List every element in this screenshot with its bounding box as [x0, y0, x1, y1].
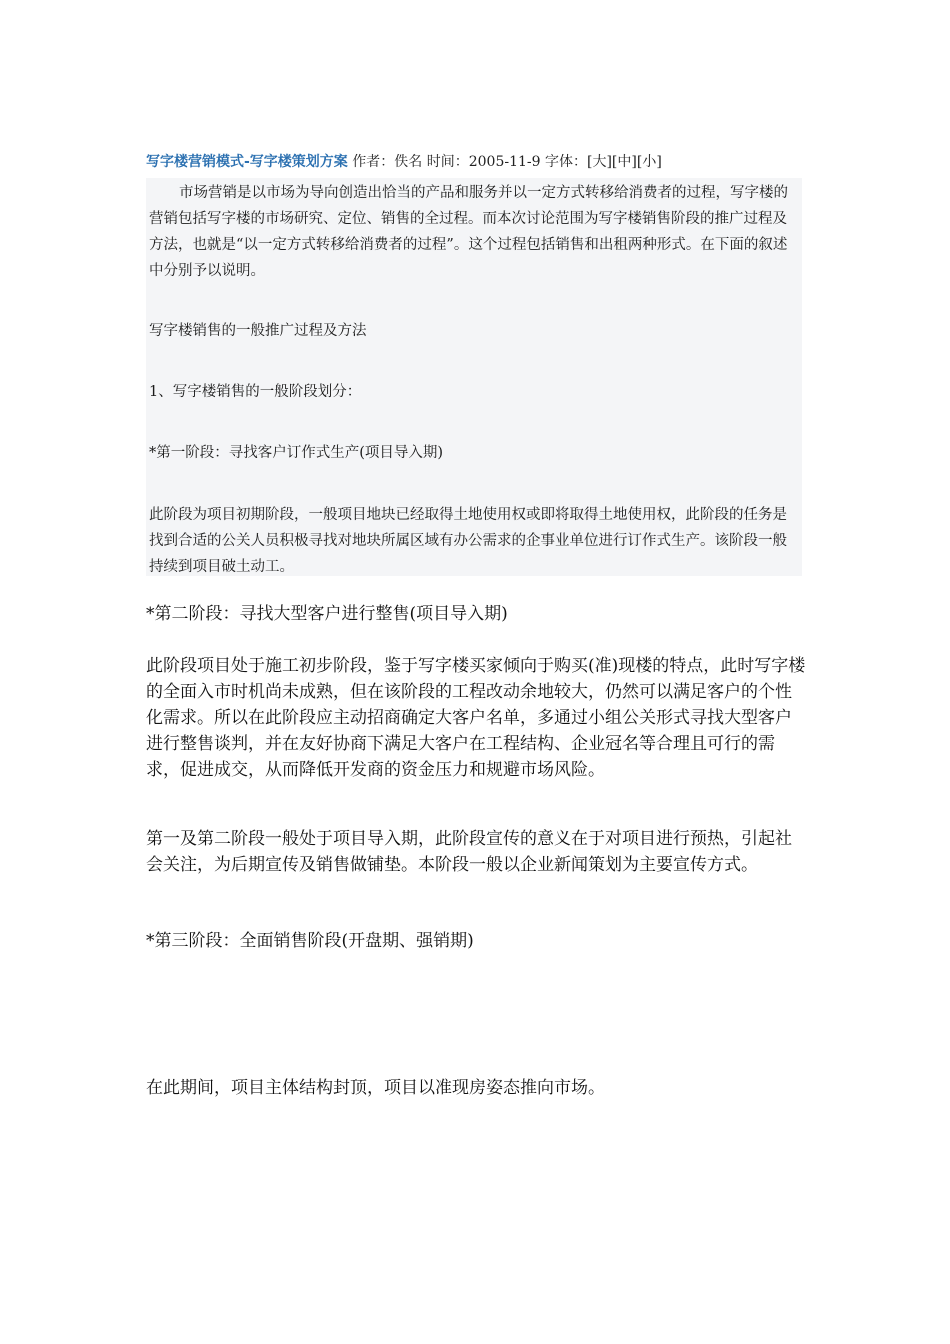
intro-paragraph: 市场营销是以市场为导向创造出恰当的产品和服务并以一定方式转移给消费者的过程，写字楼的营销包括写字楼的市场研究、定位、销售的全过程。而本次讨论范围为写字楼销售阶段的推广过程及方法，也就是“以一定方式转移给消费者的过程”。这个过程包括销售和出租两种形式。在下面的叙述中分别予以说明。 — [149, 185, 788, 279]
font-size-small-link[interactable]: [小] — [636, 154, 662, 170]
stage-division-subheading: 1、写字楼销售的一般阶段划分： — [149, 384, 362, 400]
stage1-paragraph: 此阶段为项目初期阶段，一般项目地块已经取得土地使用权或即将取得土地使用权，此阶段的任务是找到合适的公关人员积极寻找对地块所属区域有办公需求的企事业单位进行订作式生产。该阶段一般持续到项目破土动工。 — [149, 507, 787, 575]
stage12-summary-paragraph: 第一及第二阶段一般处于项目导入期，此阶段宣传的意义在于对项目进行预热，引起社会关注，为后期宣传及销售做铺垫。本阶段一般以企业新闻策划为主要宣传方式。 — [146, 829, 792, 875]
author-label: 作者： — [352, 154, 395, 170]
section-heading: 写字楼销售的一般推广过程及方法 — [149, 323, 367, 339]
stage3-paragraph: 在此期间，项目主体结构封顶，项目以准现房姿态推向市场。 — [146, 1078, 605, 1098]
font-size-medium-link[interactable]: [中] — [611, 154, 637, 170]
article-title-link[interactable]: 写字楼营销模式-写字楼策划方案 — [146, 154, 348, 170]
publish-time: 2005-11-9 — [468, 154, 541, 170]
stage2-title: *第二阶段：寻找大型客户进行整售(项目导入期) — [146, 604, 508, 624]
font-size-label: 字体： — [544, 154, 587, 170]
article-header — [146, 151, 846, 173]
font-size-large-link[interactable]: [大] — [586, 154, 612, 170]
stage1-title: *第一阶段：寻找客户订作式生产(项目导入期) — [149, 445, 444, 461]
author-name: 佚名 — [394, 154, 423, 170]
time-label: 时间： — [426, 154, 469, 170]
stage3-title: *第三阶段：全面销售阶段(开盘期、强销期) — [146, 931, 474, 951]
stage2-paragraph: 此阶段项目处于施工初步阶段，鉴于写字楼买家倾向于购买(准)现楼的特点，此时写字楼的全面入市时机尚未成熟，但在该阶段的工程改动余地较大，仍然可以满足客户的个性化需求。所以在此阶段应主动招商确定大客户名单，多通过小组公关形式寻找大型客户进行整售谈判，并在友好协商下满足大客户在工程结构、企业冠名等合理且可行的需求，促进成交，从而降低开发商的资金压力和规避市场风险。 — [146, 656, 806, 780]
